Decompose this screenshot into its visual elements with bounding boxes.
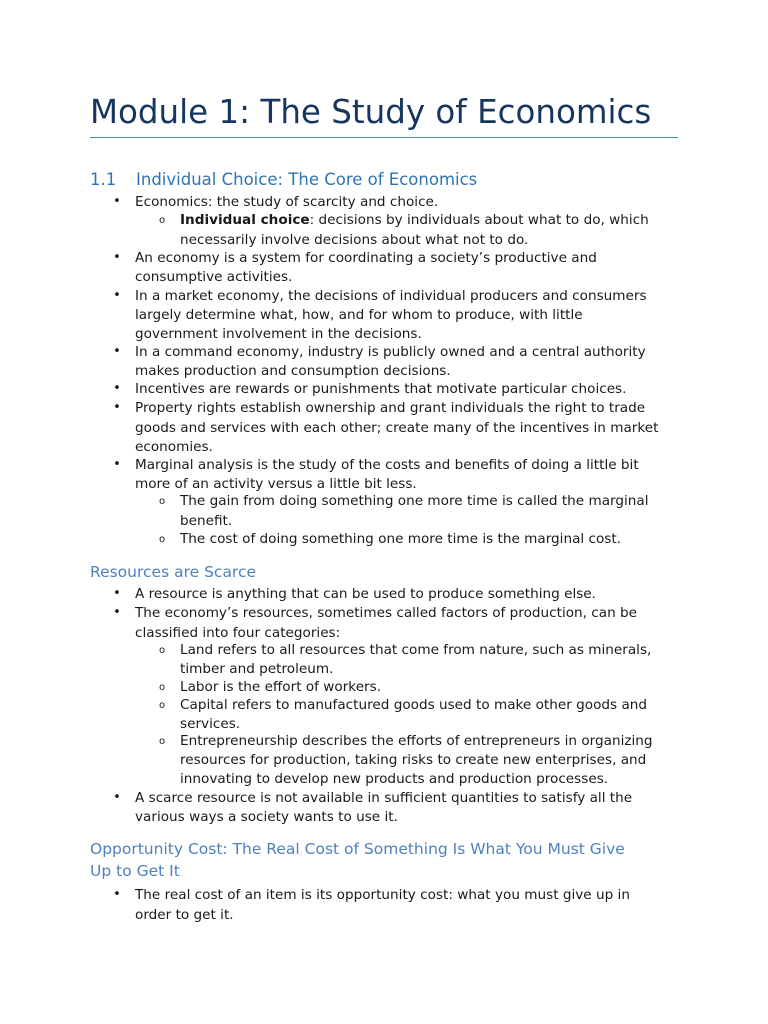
sub-list-item-continuation: benefit. xyxy=(180,513,233,529)
section-heading-1-1 xyxy=(90,169,477,191)
list-item-continuation: goods and services with each other; create many of the incentives in market xyxy=(135,420,659,436)
list-item-continuation: more of an activity versus a little bit less. xyxy=(135,476,417,492)
bullet-icon: • xyxy=(113,344,121,359)
sub-list-item: Land refers to all resources that come from nature, such as minerals, xyxy=(180,642,652,658)
heading-line-2: Up to Get It xyxy=(90,862,180,880)
sub-list-item: Entrepreneurship describes the efforts of entrepreneurs in organizing xyxy=(180,733,653,749)
sub-list-item: Capital refers to manufactured goods used to make other goods and xyxy=(180,697,648,713)
list-item: Economics: the study of scarcity and choice. xyxy=(135,194,439,210)
sub-list-item: The cost of doing something one more time is the marginal cost. xyxy=(180,531,622,547)
bullet-icon: • xyxy=(113,250,121,265)
page-title: Module 1: The Study of Economics xyxy=(90,93,652,131)
list-item: A resource is anything that can be used to produce something else. xyxy=(135,586,596,602)
bullet-icon: • xyxy=(113,194,121,209)
sub-bullet-icon: o xyxy=(158,645,166,656)
term-individual-choice: Individual choice xyxy=(180,212,310,228)
list-item: The economy’s resources, sometimes called factors of production, can be xyxy=(135,605,638,621)
sub-bullet-icon: o xyxy=(158,534,166,545)
list-item-continuation: government involvement in the decisions. xyxy=(135,326,422,342)
section-number: 1.1 xyxy=(90,170,117,189)
section-heading-opportunity-cost xyxy=(90,838,625,882)
sub-list-item-continuation: services. xyxy=(180,716,241,732)
bullet-icon: • xyxy=(113,790,121,805)
list-item: Property rights establish ownership and grant individuals the right to trade xyxy=(135,400,646,416)
sub-bullet-icon: o xyxy=(158,496,166,507)
list-item-continuation: order to get it. xyxy=(135,907,234,923)
list-item: Incentives are rewards or punishments that motivate particular choices. xyxy=(135,381,627,397)
sub-list-item: Labor is the effort of workers. xyxy=(180,679,382,695)
bullet-icon: • xyxy=(113,887,121,902)
sub-list-item-continuation: resources for production, taking risks to create new enterprises, and xyxy=(180,752,647,768)
list-item: An economy is a system for coordinating a society’s productive and xyxy=(135,250,597,266)
list-item-continuation: makes production and consumption decisions. xyxy=(135,363,451,379)
definition-text: : decisions by individuals about what to do, which xyxy=(309,212,649,228)
sub-bullet-icon: o xyxy=(158,700,166,711)
sub-list-item xyxy=(180,211,649,229)
bullet-icon: • xyxy=(113,457,121,472)
sub-list-item-continuation: timber and petroleum. xyxy=(180,661,334,677)
bullet-icon: • xyxy=(113,605,121,620)
bullet-icon: • xyxy=(113,400,121,415)
list-item: The real cost of an item is its opportunity cost: what you must give up in xyxy=(135,887,630,903)
sub-bullet-icon: o xyxy=(158,682,166,693)
heading-line-1: Opportunity Cost: The Real Cost of Something Is What You Must Give xyxy=(90,840,625,858)
list-item: In a command economy, industry is publicly owned and a central authority xyxy=(135,344,646,360)
section-title: Individual Choice: The Core of Economics xyxy=(136,170,478,189)
sub-bullet-icon: o xyxy=(158,736,166,747)
bullet-icon: • xyxy=(113,586,121,601)
sub-list-item: The gain from doing something one more time is called the marginal xyxy=(180,493,649,509)
list-item-continuation: consumptive activities. xyxy=(135,269,293,285)
list-item: In a market economy, the decisions of individual producers and consumers xyxy=(135,288,647,304)
list-item: Marginal analysis is the study of the costs and benefits of doing a little bit xyxy=(135,457,639,473)
list-item-continuation: various ways a society wants to use it. xyxy=(135,809,398,825)
bullet-icon: • xyxy=(113,381,121,396)
list-item: A scarce resource is not available in sufficient quantities to satisfy all the xyxy=(135,790,633,806)
list-item-continuation: largely determine what, how, and for whom to produce, with little xyxy=(135,307,583,323)
sub-list-item-continuation: necessarily involve decisions about what not to do. xyxy=(180,232,529,248)
list-item-continuation: classified into four categories: xyxy=(135,625,341,641)
section-heading-resources: Resources are Scarce xyxy=(90,563,257,581)
title-underline xyxy=(90,137,678,138)
bullet-icon: • xyxy=(113,288,121,303)
sub-bullet-icon: o xyxy=(158,215,166,226)
sub-list-item-continuation: innovating to develop new products and production processes. xyxy=(180,771,609,787)
list-item-continuation: economies. xyxy=(135,439,213,455)
